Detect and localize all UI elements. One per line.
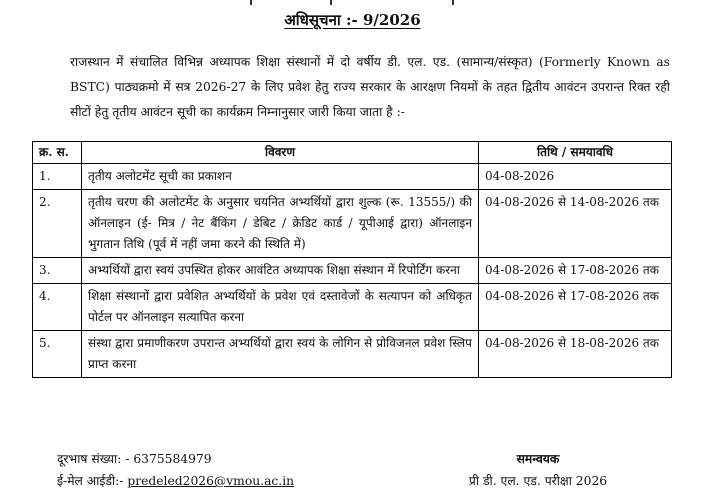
row-description: अभ्यर्थियों द्वारा स्वयं उपस्थित होकर आवंटित अध्यापक शिक्षा संस्थान में रिपोर्टिंग करना bbox=[82, 258, 479, 284]
header-serial: क्र. स. bbox=[33, 142, 82, 164]
notice-title: अधिसूचना :- 9/2026 bbox=[284, 11, 421, 29]
page-edge-marks bbox=[0, 0, 705, 6]
coordinator-title: समन्वयक bbox=[516, 451, 560, 466]
table-row bbox=[33, 164, 672, 190]
exam-name: प्री डी. एल. एड. परीक्षा 2026 bbox=[468, 474, 608, 488]
row-description: शिक्षा संस्थानों द्वारा प्रवेशित अभ्यर्थियों के प्रवेश एवं दस्तावेजों के सत्यापन को अधिकृत पोर्टल पर ऑनलाइन सत्यापित करना bbox=[82, 284, 479, 331]
row-serial: 1. bbox=[33, 164, 82, 190]
contact-block bbox=[57, 448, 294, 492]
row-date: 04-08-2026 bbox=[479, 164, 672, 190]
email-line bbox=[57, 470, 294, 492]
row-date: 04-08-2026 से 17-08-2026 तक bbox=[479, 284, 672, 331]
row-serial: 5. bbox=[33, 331, 82, 378]
row-date: 04-08-2026 से 14-08-2026 तक bbox=[479, 190, 672, 258]
notice-intro: राजस्थान में संचालित विभिन्न अध्यापक शिक्षा संस्थानों में दो वर्षीय डी. एल. एड. (सामान्य/संस्कृत) (Formerly Known as BSTC) पाठ्यक्रमो में सत्र 2026-27 के लिए प्रवेश हेतु राज्य सरकार के आरक्षण नियमों के तहत द्वितीय आवंटन उपरान्त रिक्त रही सीटों हेतु तृतीय आवंटन सूची का कार्यक्रम निम्नानुसार जारी किया जाता है :- bbox=[70, 55, 670, 119]
table-row bbox=[33, 258, 672, 284]
row-description: तृतीय अलोटमेंट सूची का प्रकाशन bbox=[82, 164, 479, 190]
header-date: तिथि / समयावधि bbox=[479, 142, 672, 164]
row-description: तृतीय चरण की अलोटमेंट के अनुसार चयनित अभ्यर्थियों द्वारा शुल्क (रू. 13555/) की ऑनलाइन (ई- मित्र / नेट बैंकिंग / डेबिट / क्रेडिट कार्ड / यूपीआई द्वारा) ऑनलाइन भुगतान तिथि (पूर्व में नहीं जमा करने की स्थिति में) bbox=[82, 190, 479, 258]
email-label: ई-मेल आईडी:- bbox=[57, 474, 128, 488]
phone-number: दूरभाष संख्या: - 6375584979 bbox=[57, 452, 212, 466]
signature-block bbox=[448, 448, 628, 492]
table-header-row bbox=[33, 142, 672, 164]
row-description: संस्था द्वारा प्रमाणीकरण उपरान्त अभ्यर्थियों द्वारा स्वयं के लोगिन से प्रोविजनल प्रवेश स्लिप प्राप्त करना bbox=[82, 331, 479, 378]
table-row bbox=[33, 331, 672, 378]
row-serial: 4. bbox=[33, 284, 82, 331]
table-row bbox=[33, 190, 672, 258]
row-serial: 3. bbox=[33, 258, 82, 284]
schedule-table bbox=[32, 141, 672, 378]
header-description: विवरण bbox=[82, 142, 479, 164]
table-row bbox=[33, 284, 672, 331]
row-date: 04-08-2026 से 17-08-2026 तक bbox=[479, 258, 672, 284]
row-serial: 2. bbox=[33, 190, 82, 258]
email-link[interactable]: predeled2026@vmou.ac.in bbox=[127, 474, 295, 488]
row-date: 04-08-2026 से 18-08-2026 तक bbox=[479, 331, 672, 378]
